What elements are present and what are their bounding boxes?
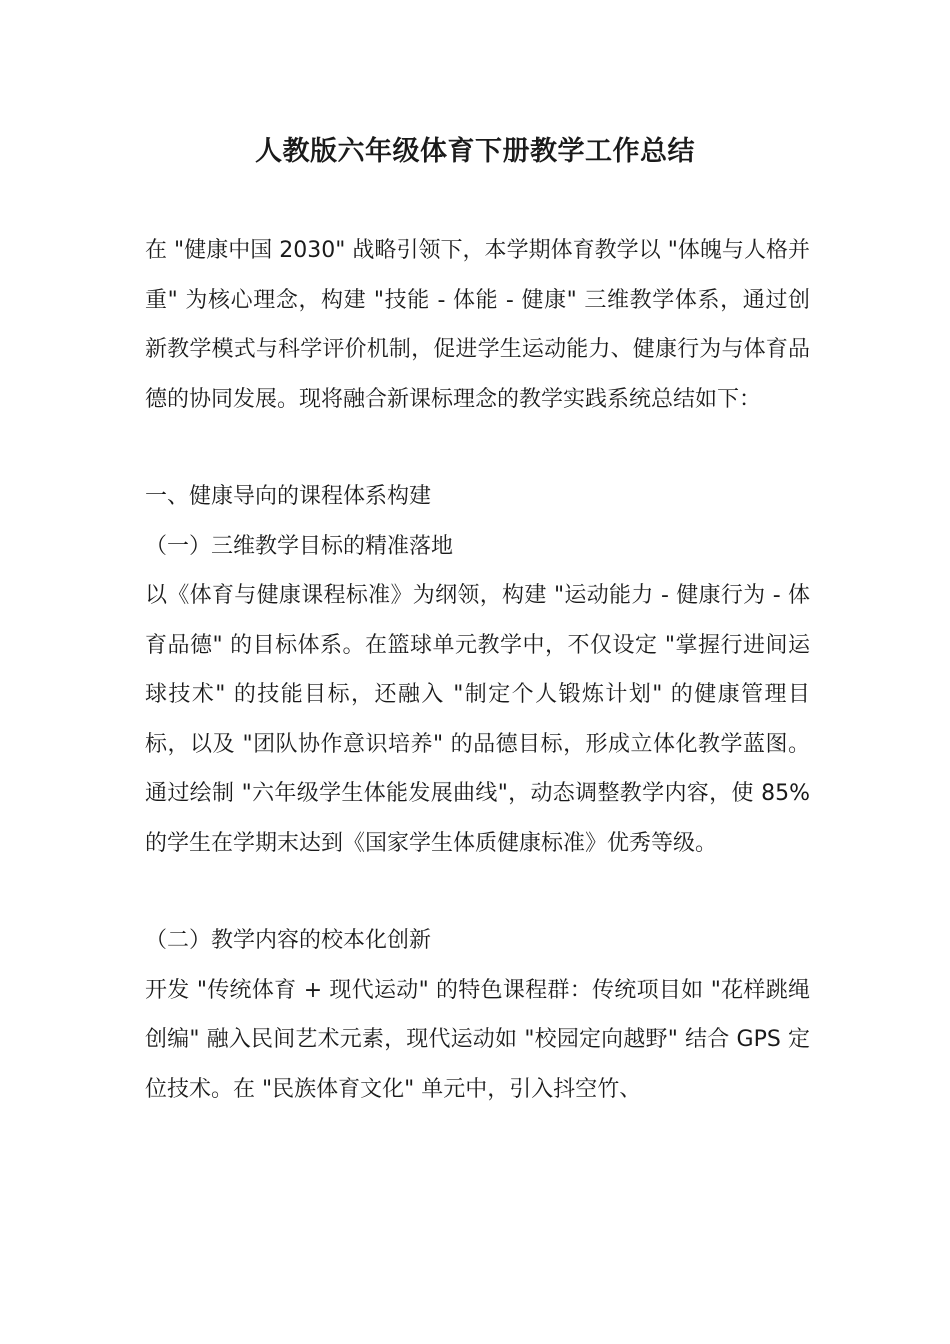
document-body [145, 226, 810, 1114]
section-heading: 一、健康导向的课程体系构建 [145, 484, 432, 509]
intro-paragraph: 在 "健康中国 2030" 战略引领下，本学期体育教学以 "体魄与人格并重" 为核心理念，构建 "技能 - 体能 - 健康" 三维教学体系，通过创新教学模式与科学评价机制，促进学生运动能力、健康行为与体育品德的协同发展。现将融合新课标理念的教学实践系统总结如下： [145, 238, 810, 412]
subsection-paragraph: 以《体育与健康课程标准》为纲领，构建 "运动能力 - 健康行为 - 体育品德" 的目标体系。在篮球单元教学中，不仅设定 "掌握行进间运球技术" 的技能目标，还融入 "制定个人锻炼计划" 的健康管理目标，以及 "团队协作意识培养" 的品德目标，形成立体化教学蓝图。通过绘制 "六年级学生体能发展曲线"，动态调整教学内容，使 85% 的学生在学期末达到《国家学生体质健康标准》优秀等级。 [145, 583, 810, 856]
subsection-paragraph: 开发 "传统体育 + 现代运动" 的特色课程群：传统项目如 "花样跳绳创编" 融入民间艺术元素，现代运动如 "校园定向越野" 结合 GPS 定位技术。在 "民族体育文化" 单元中，引入抖空竹、 [145, 977, 810, 1102]
spacer [145, 424, 810, 472]
spacer [145, 868, 810, 916]
subsection-heading: （一）三维教学目标的精准落地 [145, 533, 454, 559]
document-title: 人教版六年级体育下册教学工作总结 [255, 136, 695, 167]
subsection-heading: （二）教学内容的校本化创新 [145, 928, 432, 953]
